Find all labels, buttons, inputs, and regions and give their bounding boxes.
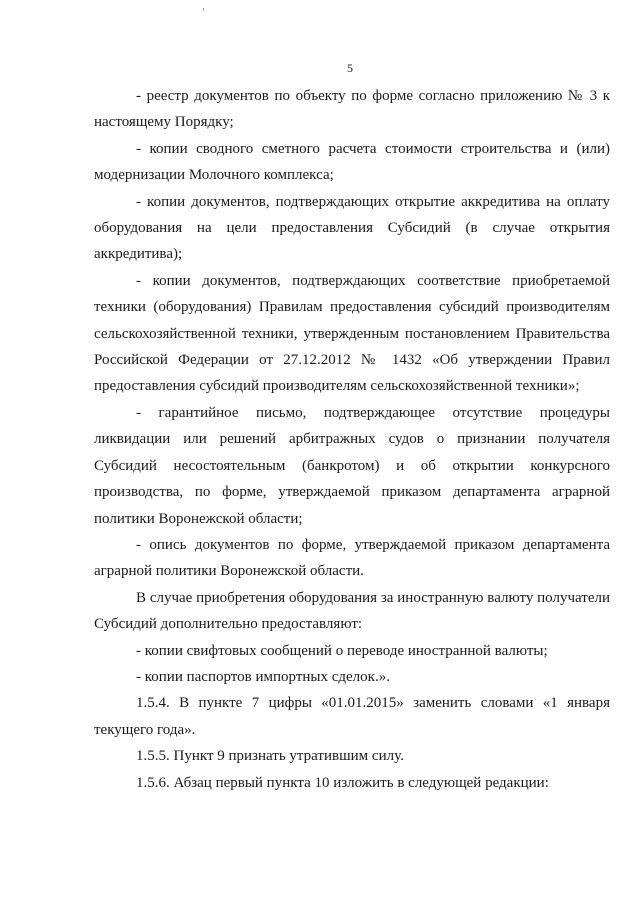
paragraph-registry: - реестр документов по объекту по форме согласно приложению № 3 к настоящему Порядку; — [94, 88, 610, 131]
paragraph-clause-1-5-6: 1.5.6. Абзац первый пункта 10 изложить в следующей редакции: — [136, 774, 549, 791]
scan-speck — [203, 8, 204, 11]
paragraph-clause-1-5-4: 1.5.4. В пункте 7 цифры «01.01.2015» заменить словами «1 января текущего года». — [94, 695, 610, 738]
paragraph-estimate-copies: - копии сводного сметного расчета стоимости строительства и (или) модернизации Молочного комплекса; — [94, 140, 610, 184]
paragraph-clause-1-5-5: 1.5.5. Пункт 9 признать утратившим силу. — [136, 748, 404, 765]
paragraph-import-passports: - копии паспортов импортных сделок.». — [136, 668, 390, 685]
paragraph-document-inventory: - опись документов по форме, утверждаемой приказом департамента аграрной политики Воронежской области. — [94, 536, 610, 580]
paragraph-guarantee-letter: - гарантийное письмо, подтверждающее отсутствие процедуры ликвидации или решений арбитражных судов о признании получателя Субсидий несостоятельным (банкротом) и об открытии конкурсного производства, по форме, утверждаемой приказом департамента аграрной политики Воронежской области; — [94, 404, 610, 527]
page-number: 5 — [347, 61, 353, 75]
document-body — [94, 83, 610, 796]
paragraph-swift-copies: - копии свифтовых сообщений о переводе иностранной валюты; — [136, 642, 548, 659]
paragraph-letter-of-credit: - копии документов, подтверждающих открытие аккредитива на оплату оборудования на цели предоставления Субсидий (в случае открытия аккредитива); — [94, 193, 610, 263]
paragraph-equipment-compliance: - копии документов, подтверждающих соответствие приобретаемой техники (оборудования) Правилам предоставления субсидий производителям сельскохозяйственной техники, утвержденным постановлением Правительства Российской Федерации от 27.12.2012 № 1432 «Об утверждении Правил предоставления субсидий производителям сельскохозяйственной техники»; — [94, 272, 610, 395]
paragraph-foreign-currency: В случае приобретения оборудования за иностранную валюту получатели Субсидий дополнительно предоставляют: — [94, 589, 610, 633]
